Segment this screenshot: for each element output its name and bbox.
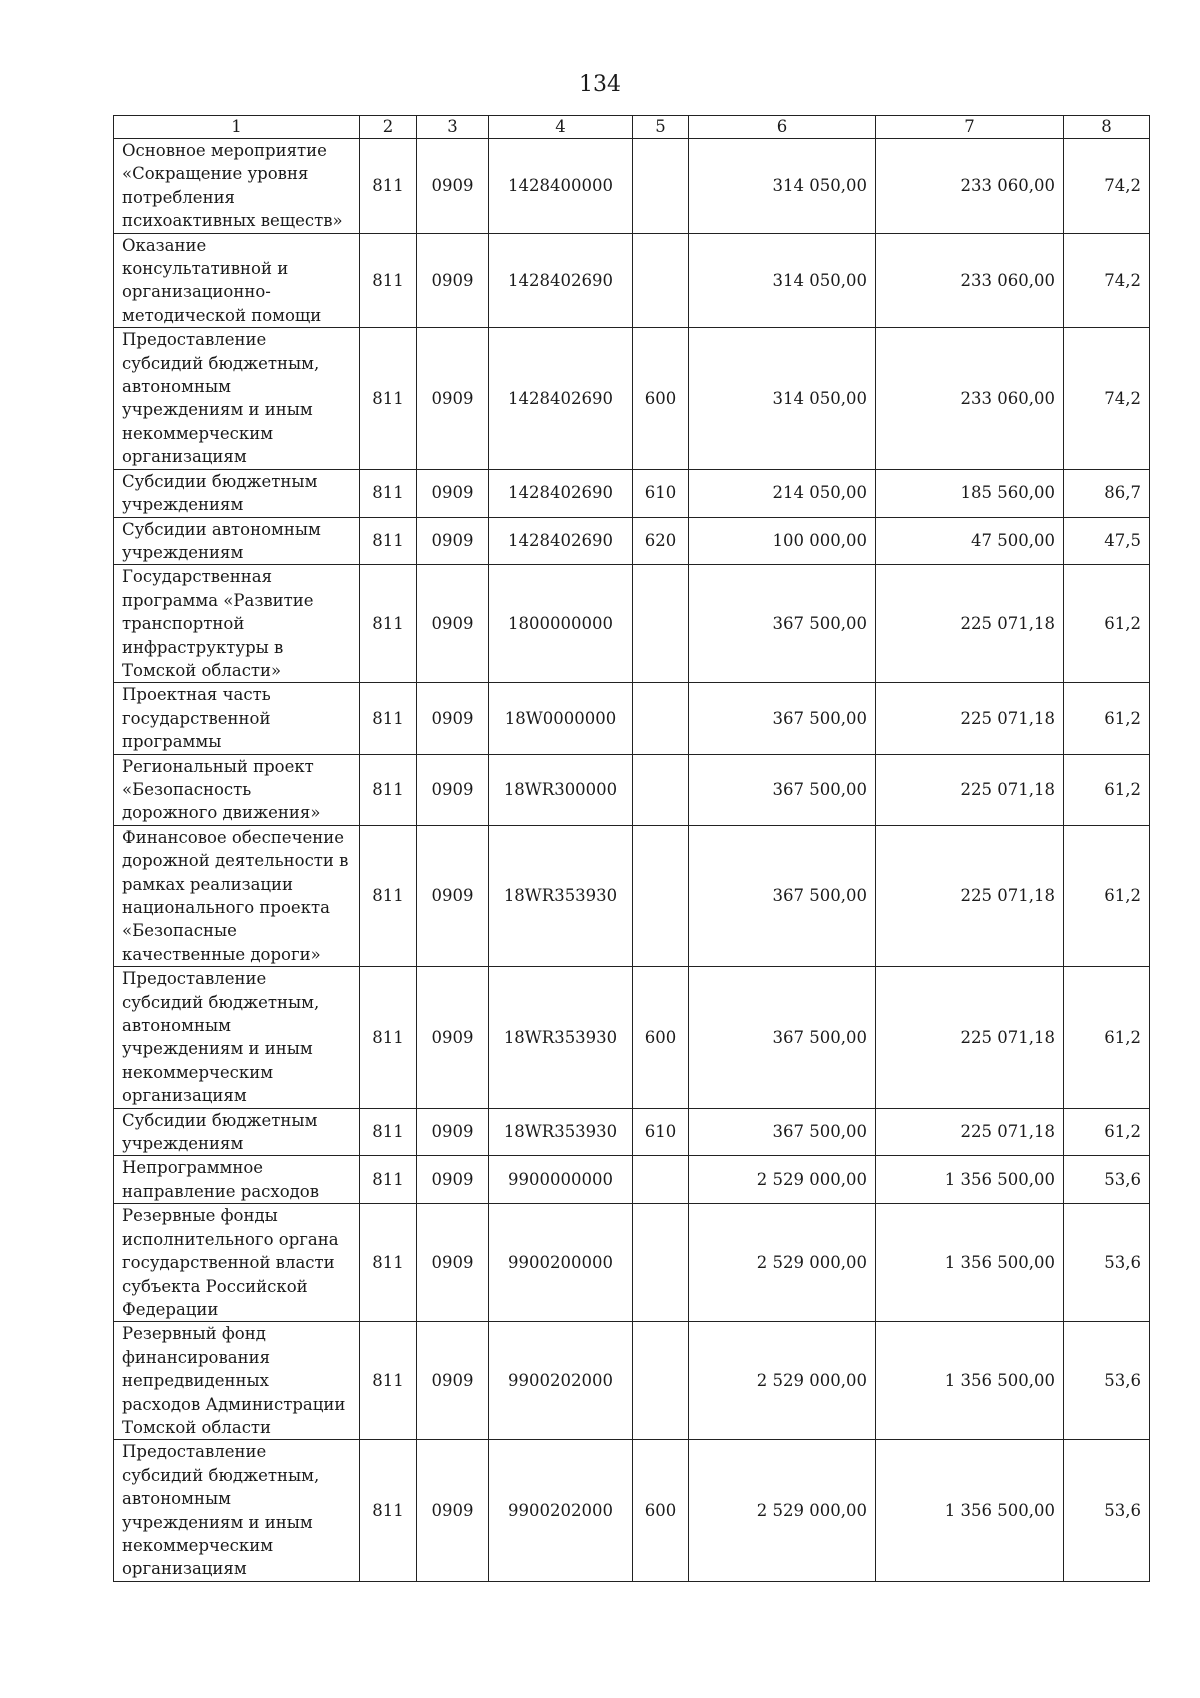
column-header: 1 bbox=[114, 116, 360, 139]
target-article-cell: 1428402690 bbox=[489, 517, 633, 565]
item-name-cell bbox=[114, 1108, 360, 1156]
expense-type-cell bbox=[633, 825, 689, 966]
expense-type-cell: 600 bbox=[633, 1440, 689, 1581]
target-article-cell: 1428400000 bbox=[489, 139, 633, 234]
planned-amount-cell: 2 529 000,00 bbox=[689, 1322, 876, 1440]
execution-percent-cell: 61,2 bbox=[1064, 1108, 1150, 1156]
planned-amount-cell: 214 050,00 bbox=[689, 469, 876, 517]
item-name-line: Томской области bbox=[122, 1417, 272, 1437]
table-row bbox=[114, 1156, 1150, 1204]
target-article-cell: 18WR353930 bbox=[489, 967, 633, 1108]
table-row bbox=[114, 565, 1150, 683]
item-name-line: некоммерческим bbox=[122, 1062, 274, 1082]
expense-type-cell bbox=[633, 683, 689, 754]
item-name-line: Предоставление bbox=[122, 969, 267, 989]
expense-type-cell bbox=[633, 1322, 689, 1440]
item-name-line: Федерации bbox=[122, 1299, 219, 1319]
target-article-cell: 9900202000 bbox=[489, 1440, 633, 1581]
executed-amount-cell: 225 071,18 bbox=[876, 1108, 1064, 1156]
item-name-line: Проектная часть bbox=[122, 685, 271, 705]
section-code-cell: 0909 bbox=[417, 565, 489, 683]
item-name-cell bbox=[114, 328, 360, 469]
item-name-line: инфраструктуры в bbox=[122, 637, 284, 657]
expense-type-cell bbox=[633, 1156, 689, 1204]
execution-percent-cell: 61,2 bbox=[1064, 967, 1150, 1108]
planned-amount-cell: 367 500,00 bbox=[689, 825, 876, 966]
admin-code-cell: 811 bbox=[360, 469, 417, 517]
column-header: 8 bbox=[1064, 116, 1150, 139]
item-name-cell bbox=[114, 469, 360, 517]
item-name-line: «Сокращение уровня bbox=[122, 164, 309, 184]
page-number: 134 bbox=[579, 72, 621, 97]
item-name-line: учреждениям bbox=[122, 1134, 244, 1154]
expense-type-cell: 610 bbox=[633, 1108, 689, 1156]
section-code-cell: 0909 bbox=[417, 754, 489, 825]
executed-amount-cell: 225 071,18 bbox=[876, 754, 1064, 825]
executed-amount-cell: 225 071,18 bbox=[876, 565, 1064, 683]
item-name-line: Финансовое обеспечение bbox=[122, 827, 345, 847]
section-code-cell: 0909 bbox=[417, 517, 489, 565]
item-name-line: учреждениям и иным bbox=[122, 1512, 313, 1532]
item-name-line: некоммерческим bbox=[122, 1535, 274, 1555]
item-name-cell bbox=[114, 825, 360, 966]
item-name-cell bbox=[114, 565, 360, 683]
section-code-cell: 0909 bbox=[417, 469, 489, 517]
section-code-cell: 0909 bbox=[417, 233, 489, 328]
item-name-cell bbox=[114, 1204, 360, 1322]
executed-amount-cell: 225 071,18 bbox=[876, 683, 1064, 754]
item-name-line: направление расходов bbox=[122, 1181, 320, 1201]
target-article-cell: 9900200000 bbox=[489, 1204, 633, 1322]
target-article-cell: 18WR353930 bbox=[489, 1108, 633, 1156]
admin-code-cell: 811 bbox=[360, 754, 417, 825]
planned-amount-cell: 367 500,00 bbox=[689, 565, 876, 683]
executed-amount-cell: 1 356 500,00 bbox=[876, 1204, 1064, 1322]
item-name-line: автономным bbox=[122, 1016, 231, 1036]
table-row bbox=[114, 233, 1150, 328]
item-name-line: организациям bbox=[122, 1559, 247, 1579]
admin-code-cell: 811 bbox=[360, 1108, 417, 1156]
item-name-line: дорожной деятельности в bbox=[122, 851, 349, 871]
item-name-line: автономным bbox=[122, 377, 231, 397]
admin-code-cell: 811 bbox=[360, 1440, 417, 1581]
item-name-line: транспортной bbox=[122, 614, 245, 634]
item-name-line: Оказание bbox=[122, 235, 207, 255]
expense-type-cell bbox=[633, 754, 689, 825]
planned-amount-cell: 314 050,00 bbox=[689, 233, 876, 328]
executed-amount-cell: 225 071,18 bbox=[876, 825, 1064, 966]
table-row bbox=[114, 1440, 1150, 1581]
table-row bbox=[114, 469, 1150, 517]
executed-amount-cell: 225 071,18 bbox=[876, 967, 1064, 1108]
item-name-line: консультативной и bbox=[122, 259, 289, 279]
admin-code-cell: 811 bbox=[360, 328, 417, 469]
admin-code-cell: 811 bbox=[360, 683, 417, 754]
execution-percent-cell: 61,2 bbox=[1064, 754, 1150, 825]
item-name-line: организационно- bbox=[122, 282, 271, 302]
table-row bbox=[114, 517, 1150, 565]
item-name-line: психоактивных веществ» bbox=[122, 211, 343, 231]
column-header: 5 bbox=[633, 116, 689, 139]
section-code-cell: 0909 bbox=[417, 683, 489, 754]
target-article-cell: 1800000000 bbox=[489, 565, 633, 683]
column-header: 2 bbox=[360, 116, 417, 139]
item-name-cell bbox=[114, 517, 360, 565]
item-name-line: организациям bbox=[122, 1086, 247, 1106]
item-name-line: исполнительного органа bbox=[122, 1229, 339, 1249]
item-name-line: «Безопасность bbox=[122, 779, 252, 799]
planned-amount-cell: 314 050,00 bbox=[689, 328, 876, 469]
executed-amount-cell: 1 356 500,00 bbox=[876, 1440, 1064, 1581]
expense-type-cell bbox=[633, 139, 689, 234]
admin-code-cell: 811 bbox=[360, 517, 417, 565]
executed-amount-cell: 233 060,00 bbox=[876, 233, 1064, 328]
item-name-cell bbox=[114, 139, 360, 234]
executed-amount-cell: 47 500,00 bbox=[876, 517, 1064, 565]
planned-amount-cell: 314 050,00 bbox=[689, 139, 876, 234]
execution-percent-cell: 74,2 bbox=[1064, 328, 1150, 469]
target-article-cell: 1428402690 bbox=[489, 233, 633, 328]
execution-percent-cell: 61,2 bbox=[1064, 683, 1150, 754]
expense-type-cell: 620 bbox=[633, 517, 689, 565]
admin-code-cell: 811 bbox=[360, 967, 417, 1108]
execution-percent-cell: 47,5 bbox=[1064, 517, 1150, 565]
planned-amount-cell: 2 529 000,00 bbox=[689, 1204, 876, 1322]
execution-percent-cell: 53,6 bbox=[1064, 1156, 1150, 1204]
item-name-line: субсидий бюджетным, bbox=[122, 353, 320, 373]
execution-percent-cell: 53,6 bbox=[1064, 1440, 1150, 1581]
item-name-line: потребления bbox=[122, 187, 235, 207]
item-name-line: субъекта Российской bbox=[122, 1276, 308, 1296]
table-row bbox=[114, 825, 1150, 966]
item-name-line: учреждениям и иным bbox=[122, 1039, 313, 1059]
item-name-line: государственной власти bbox=[122, 1253, 335, 1273]
item-name-line: государственной bbox=[122, 708, 271, 728]
planned-amount-cell: 367 500,00 bbox=[689, 967, 876, 1108]
target-article-cell: 18WR353930 bbox=[489, 825, 633, 966]
column-header: 6 bbox=[689, 116, 876, 139]
table-row bbox=[114, 967, 1150, 1108]
section-code-cell: 0909 bbox=[417, 139, 489, 234]
column-header: 4 bbox=[489, 116, 633, 139]
item-name-line: Субсидии бюджетным bbox=[122, 471, 318, 491]
item-name-line: качественные дороги» bbox=[122, 944, 321, 964]
admin-code-cell: 811 bbox=[360, 233, 417, 328]
table-row bbox=[114, 754, 1150, 825]
admin-code-cell: 811 bbox=[360, 565, 417, 683]
expense-type-cell: 610 bbox=[633, 469, 689, 517]
item-name-line: Основное мероприятие bbox=[122, 141, 327, 160]
item-name-line: субсидий бюджетным, bbox=[122, 992, 320, 1012]
item-name-line: расходов Администрации bbox=[122, 1394, 346, 1414]
target-article-cell: 9900202000 bbox=[489, 1322, 633, 1440]
item-name-line: учреждениям bbox=[122, 495, 244, 515]
item-name-line: автономным bbox=[122, 1489, 231, 1509]
section-code-cell: 0909 bbox=[417, 328, 489, 469]
execution-percent-cell: 53,6 bbox=[1064, 1204, 1150, 1322]
item-name-line: Субсидии бюджетным bbox=[122, 1110, 318, 1130]
item-name-line: Резервный фонд bbox=[122, 1324, 266, 1344]
item-name-line: программы bbox=[122, 732, 222, 752]
item-name-line: Государственная bbox=[122, 567, 273, 587]
admin-code-cell: 811 bbox=[360, 139, 417, 234]
table-row bbox=[114, 683, 1150, 754]
section-code-cell: 0909 bbox=[417, 825, 489, 966]
admin-code-cell: 811 bbox=[360, 1322, 417, 1440]
execution-percent-cell: 61,2 bbox=[1064, 825, 1150, 966]
item-name-line: Непрограммное bbox=[122, 1158, 264, 1178]
item-name-line: непредвиденных bbox=[122, 1371, 269, 1391]
execution-percent-cell: 61,2 bbox=[1064, 565, 1150, 683]
expense-type-cell bbox=[633, 233, 689, 328]
table-row bbox=[114, 328, 1150, 469]
execution-percent-cell: 53,6 bbox=[1064, 1322, 1150, 1440]
item-name-line: программа «Развитие bbox=[122, 590, 314, 610]
target-article-cell: 18W0000000 bbox=[489, 683, 633, 754]
planned-amount-cell: 367 500,00 bbox=[689, 1108, 876, 1156]
item-name-line: Резервные фонды bbox=[122, 1206, 278, 1226]
table-body bbox=[114, 139, 1150, 1582]
expense-type-cell: 600 bbox=[633, 967, 689, 1108]
item-name-line: национального проекта bbox=[122, 898, 330, 917]
execution-percent-cell: 74,2 bbox=[1064, 233, 1150, 328]
item-name-line: дорожного движения» bbox=[122, 803, 321, 823]
planned-amount-cell: 100 000,00 bbox=[689, 517, 876, 565]
execution-percent-cell: 74,2 bbox=[1064, 139, 1150, 234]
section-code-cell: 0909 bbox=[417, 967, 489, 1108]
column-header: 7 bbox=[876, 116, 1064, 139]
item-name-line: некоммерческим bbox=[122, 423, 274, 443]
budget-table bbox=[113, 115, 1150, 1582]
expense-type-cell: 600 bbox=[633, 328, 689, 469]
target-article-cell: 1428402690 bbox=[489, 469, 633, 517]
executed-amount-cell: 233 060,00 bbox=[876, 328, 1064, 469]
planned-amount-cell: 367 500,00 bbox=[689, 683, 876, 754]
executed-amount-cell: 1 356 500,00 bbox=[876, 1322, 1064, 1440]
table-row bbox=[114, 1322, 1150, 1440]
executed-amount-cell: 185 560,00 bbox=[876, 469, 1064, 517]
table-row bbox=[114, 1204, 1150, 1322]
item-name-line: учреждениям и иным bbox=[122, 400, 313, 420]
expense-type-cell bbox=[633, 565, 689, 683]
item-name-cell bbox=[114, 967, 360, 1108]
execution-percent-cell: 86,7 bbox=[1064, 469, 1150, 517]
admin-code-cell: 811 bbox=[360, 1156, 417, 1204]
section-code-cell: 0909 bbox=[417, 1156, 489, 1204]
item-name-line: методической помощи bbox=[122, 305, 322, 325]
item-name-line: Томской области» bbox=[122, 660, 282, 680]
section-code-cell: 0909 bbox=[417, 1204, 489, 1322]
item-name-line: Предоставление bbox=[122, 330, 267, 350]
admin-code-cell: 811 bbox=[360, 1204, 417, 1322]
item-name-cell bbox=[114, 754, 360, 825]
item-name-cell bbox=[114, 1156, 360, 1204]
item-name-line: Предоставление bbox=[122, 1442, 267, 1462]
table-row bbox=[114, 139, 1150, 234]
section-code-cell: 0909 bbox=[417, 1322, 489, 1440]
item-name-line: учреждениям bbox=[122, 542, 244, 562]
executed-amount-cell: 1 356 500,00 bbox=[876, 1156, 1064, 1204]
section-code-cell: 0909 bbox=[417, 1440, 489, 1581]
item-name-cell bbox=[114, 233, 360, 328]
section-code-cell: 0909 bbox=[417, 1108, 489, 1156]
item-name-line: субсидий бюджетным, bbox=[122, 1465, 320, 1485]
planned-amount-cell: 2 529 000,00 bbox=[689, 1156, 876, 1204]
target-article-cell: 1428402690 bbox=[489, 328, 633, 469]
expense-type-cell bbox=[633, 1204, 689, 1322]
target-article-cell: 18WR300000 bbox=[489, 754, 633, 825]
target-article-cell: 9900000000 bbox=[489, 1156, 633, 1204]
item-name-line: организациям bbox=[122, 447, 247, 467]
table-row bbox=[114, 1108, 1150, 1156]
item-name-line: Региональный проект bbox=[122, 756, 314, 776]
item-name-line: рамках реализации bbox=[122, 874, 294, 894]
item-name-line: «Безопасные bbox=[122, 921, 237, 941]
planned-amount-cell: 2 529 000,00 bbox=[689, 1440, 876, 1581]
item-name-line: финансирования bbox=[122, 1347, 271, 1367]
column-header: 3 bbox=[417, 116, 489, 139]
executed-amount-cell: 233 060,00 bbox=[876, 139, 1064, 234]
item-name-cell bbox=[114, 683, 360, 754]
item-name-cell bbox=[114, 1440, 360, 1581]
planned-amount-cell: 367 500,00 bbox=[689, 754, 876, 825]
table-header-row bbox=[114, 116, 1150, 139]
item-name-line: Субсидии автономным bbox=[122, 519, 321, 539]
admin-code-cell: 811 bbox=[360, 825, 417, 966]
item-name-cell bbox=[114, 1322, 360, 1440]
